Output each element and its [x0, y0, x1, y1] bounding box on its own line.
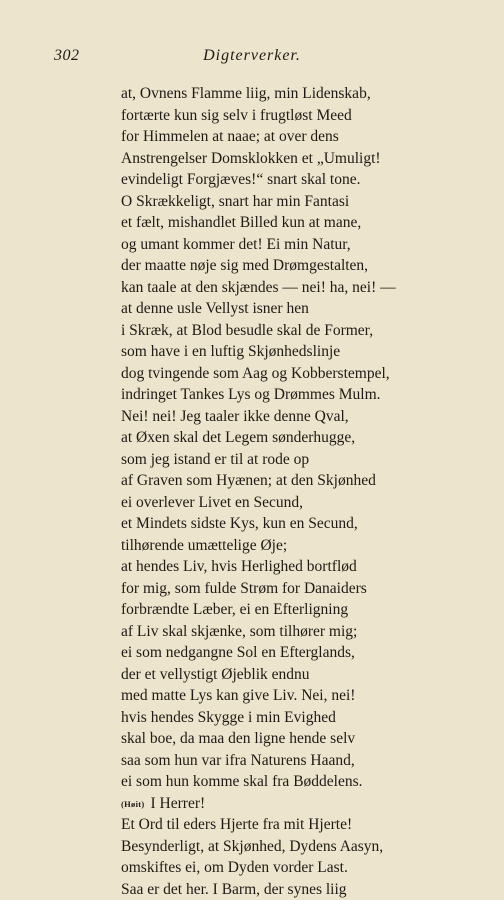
verse-line: indringet Tankes Lys og Drømmes Mulm.	[121, 384, 504, 406]
page-header	[0, 47, 504, 71]
verse-line: hvis hendes Skygge i min Evighed	[121, 707, 504, 729]
verse-line: omskiftes ei, om Dyden vorder Last.	[121, 857, 504, 879]
verse-line: Saa er det her. I Barm, der synes liig	[121, 879, 504, 900]
running-title: Digterverker.	[0, 47, 504, 65]
verse-line: at denne usle Vellyst isner hen	[121, 298, 504, 320]
verse-line: af Graven som Hyænen; at den Skjønhed	[121, 470, 504, 492]
verse-line: og umant kommer det! Ei min Natur,	[121, 234, 504, 256]
verse-line: evindeligt Forgjæves!“ snart skal tone.	[121, 169, 504, 191]
verse-line: kan taale at den skjændes — nei! ha, nei! —	[121, 277, 504, 299]
verse-line: at, Ovnens Flamme liig, min Lidenskab,	[121, 83, 504, 105]
verse-line: af Liv skal skjænke, som tilhører mig;	[121, 621, 504, 643]
verse-line: et fælt, mishandlet Billed kun at mane,	[121, 212, 504, 234]
verse-line: i Skræk, at Blod besudle skal de Former,	[121, 320, 504, 342]
verse-line: Nei! nei! Jeg taaler ikke denne Qval,	[121, 406, 504, 428]
verse-line: der et vellystigt Øjeblik endnu	[121, 664, 504, 686]
verse-line: dog tvingende som Aag og Kobberstempel,	[121, 363, 504, 385]
verse-line: skal boe, da maa den ligne hende selv	[121, 728, 504, 750]
verse-line: for mig, som fulde Strøm for Danaiders	[121, 578, 504, 600]
verse-line: som have i en luftig Skjønhedslinje	[121, 341, 504, 363]
verse-line: tilhørende umættelige Øje;	[121, 535, 504, 557]
stage-direction: (Høit)	[121, 799, 145, 809]
verse-line: O Skrækkeligt, snart har min Fantasi	[121, 191, 504, 213]
page-number: 302	[54, 47, 80, 65]
verse-line: fortærte kun sig selv i frugtløst Meed	[121, 105, 504, 127]
verse-line: at hendes Liv, hvis Herlighed bortflød	[121, 556, 504, 578]
verse-line-fragment: I Herrer!	[151, 795, 206, 812]
verse-line: ei som hun komme skal fra Bøddelens.	[121, 771, 504, 793]
verse-line: Besynderligt, at Skjønhed, Dydens Aasyn,	[121, 836, 504, 858]
verse-block	[121, 83, 504, 900]
verse-line: med matte Lys kan give Liv. Nei, nei!	[121, 685, 504, 707]
verse-line: ei som nedgangne Sol en Efterglands,	[121, 642, 504, 664]
verse-line: ei overlever Livet en Secund,	[121, 492, 504, 514]
verse-line: Et Ord til eders Hjerte fra mit Hjerte!	[121, 814, 504, 836]
verse-line: saa som hun var ifra Naturens Haand,	[121, 750, 504, 772]
verse-line: for Himmelen at naae; at over dens	[121, 126, 504, 148]
verse-line: som jeg istand er til at rode op	[121, 449, 504, 471]
stage-direction-line	[121, 793, 504, 815]
verse-line: Anstrengelser Domsklokken et „Umuligt!	[121, 148, 504, 170]
verse-line: der maatte nøje sig med Drømgestalten,	[121, 255, 504, 277]
verse-line: at Øxen skal det Legem sønderhugge,	[121, 427, 504, 449]
verse-line: forbrændte Læber, ei en Efterligning	[121, 599, 504, 621]
verse-line: et Mindets sidste Kys, kun en Secund,	[121, 513, 504, 535]
